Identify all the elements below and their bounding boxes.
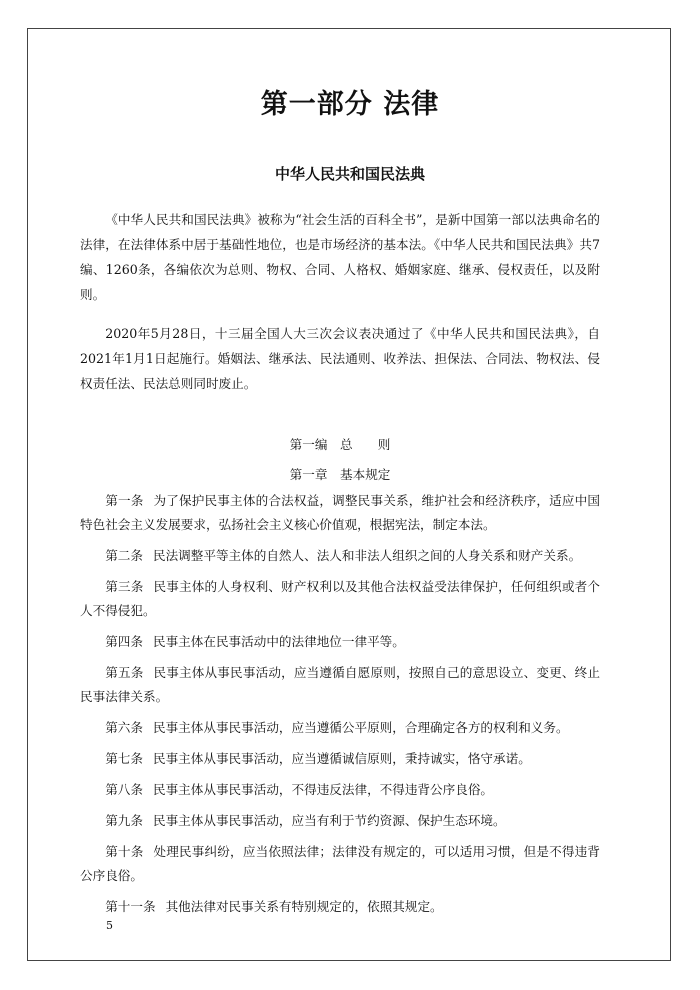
article-text: 民事主体从事民事活动，应当遵循自愿原则，按照自己的意思设立、变更、终止民事法律关系。 (80, 665, 601, 704)
article-text: 其他法律对民事关系有特别规定的，依照其规定。 (165, 899, 443, 914)
article-number: 第五条 (105, 665, 144, 680)
intro-paragraph: 2020年5月28日，十三届全国人大三次会议表决通过了《中华人民共和国民法典》，自2021年1月1日起施行。婚姻法、继承法、民法通则、收养法、担保法、合同法、物权法、侵权责任法、民法总则同时废止。 (80, 326, 600, 391)
article-number: 第九条 (105, 813, 143, 828)
article-number: 第十一条 (105, 899, 156, 914)
article-number: 第七条 (105, 751, 143, 766)
article (80, 630, 600, 654)
headings (80, 434, 600, 483)
article (80, 895, 600, 919)
book-heading: 第一编 总 则 (289, 437, 391, 452)
article (80, 716, 600, 740)
part-title: 第一部分 法律 (260, 89, 440, 120)
article-number: 第四条 (105, 634, 143, 649)
chapter-heading: 第一章 基本规定 (289, 467, 391, 482)
article-text: 民事主体从事民事活动，应当遵循公平原则，合理确定各方的权利和义务。 (152, 720, 569, 735)
article-text: 民事主体从事民事活动，不得违反法律，不得违背公序良俗。 (152, 782, 493, 797)
article-number: 第二条 (105, 548, 143, 563)
article-text: 为了保护民事主体的合法权益，调整民事关系，维护社会和经济秩序，适应中国特色社会主义发展要求，弘扬社会主义核心价值观，根据宪法，制定本法。 (80, 493, 601, 532)
article-text: 处理民事纠纷，应当依照法律；法律没有规定的，可以适用习惯，但是不得违背公序良俗。 (80, 844, 601, 883)
article (80, 575, 600, 623)
article-text: 民法调整平等主体的自然人、法人和非法人组织之间的人身关系和财产关系。 (152, 548, 582, 563)
page-number: 5 (106, 919, 113, 932)
article-text: 民事主体从事民事活动，应当遵循诚信原则，秉持诚实，恪守承诺。 (152, 751, 531, 766)
article-number: 第八条 (105, 782, 143, 797)
article-text: 民事主体在民事活动中的法律地位一律平等。 (152, 634, 405, 649)
article-text: 民事主体的人身权利、财产权利以及其他合法权益受法律保护，任何组织或者个人不得侵犯。 (80, 579, 601, 618)
articles-list (80, 489, 600, 919)
article (80, 544, 600, 568)
article (80, 809, 600, 833)
article (80, 840, 600, 888)
intro-paragraph: 《中华人民共和国民法典》被称为“社会生活的百科全书”，是新中国第一部以法典命名的法律，在法律体系中居于基础性地位，也是市场经济的基本法。《中华人民共和国民法典》共7编、1260条，各编依次为总则、物权、合同、人格权、婚姻家庭、继承、侵权责任，以及附则。 (80, 212, 600, 302)
article (80, 747, 600, 771)
article-number: 第三条 (105, 579, 144, 594)
article (80, 489, 600, 537)
article (80, 778, 600, 802)
article (80, 661, 600, 709)
article-text: 民事主体从事民事活动，应当有利于节约资源、保护生态环境。 (152, 813, 506, 828)
article-number: 第十条 (105, 844, 144, 859)
article-number: 第一条 (105, 493, 144, 508)
code-title: 中华人民共和国民法典 (274, 165, 425, 183)
intro-section (80, 207, 600, 396)
article-number: 第六条 (105, 720, 143, 735)
